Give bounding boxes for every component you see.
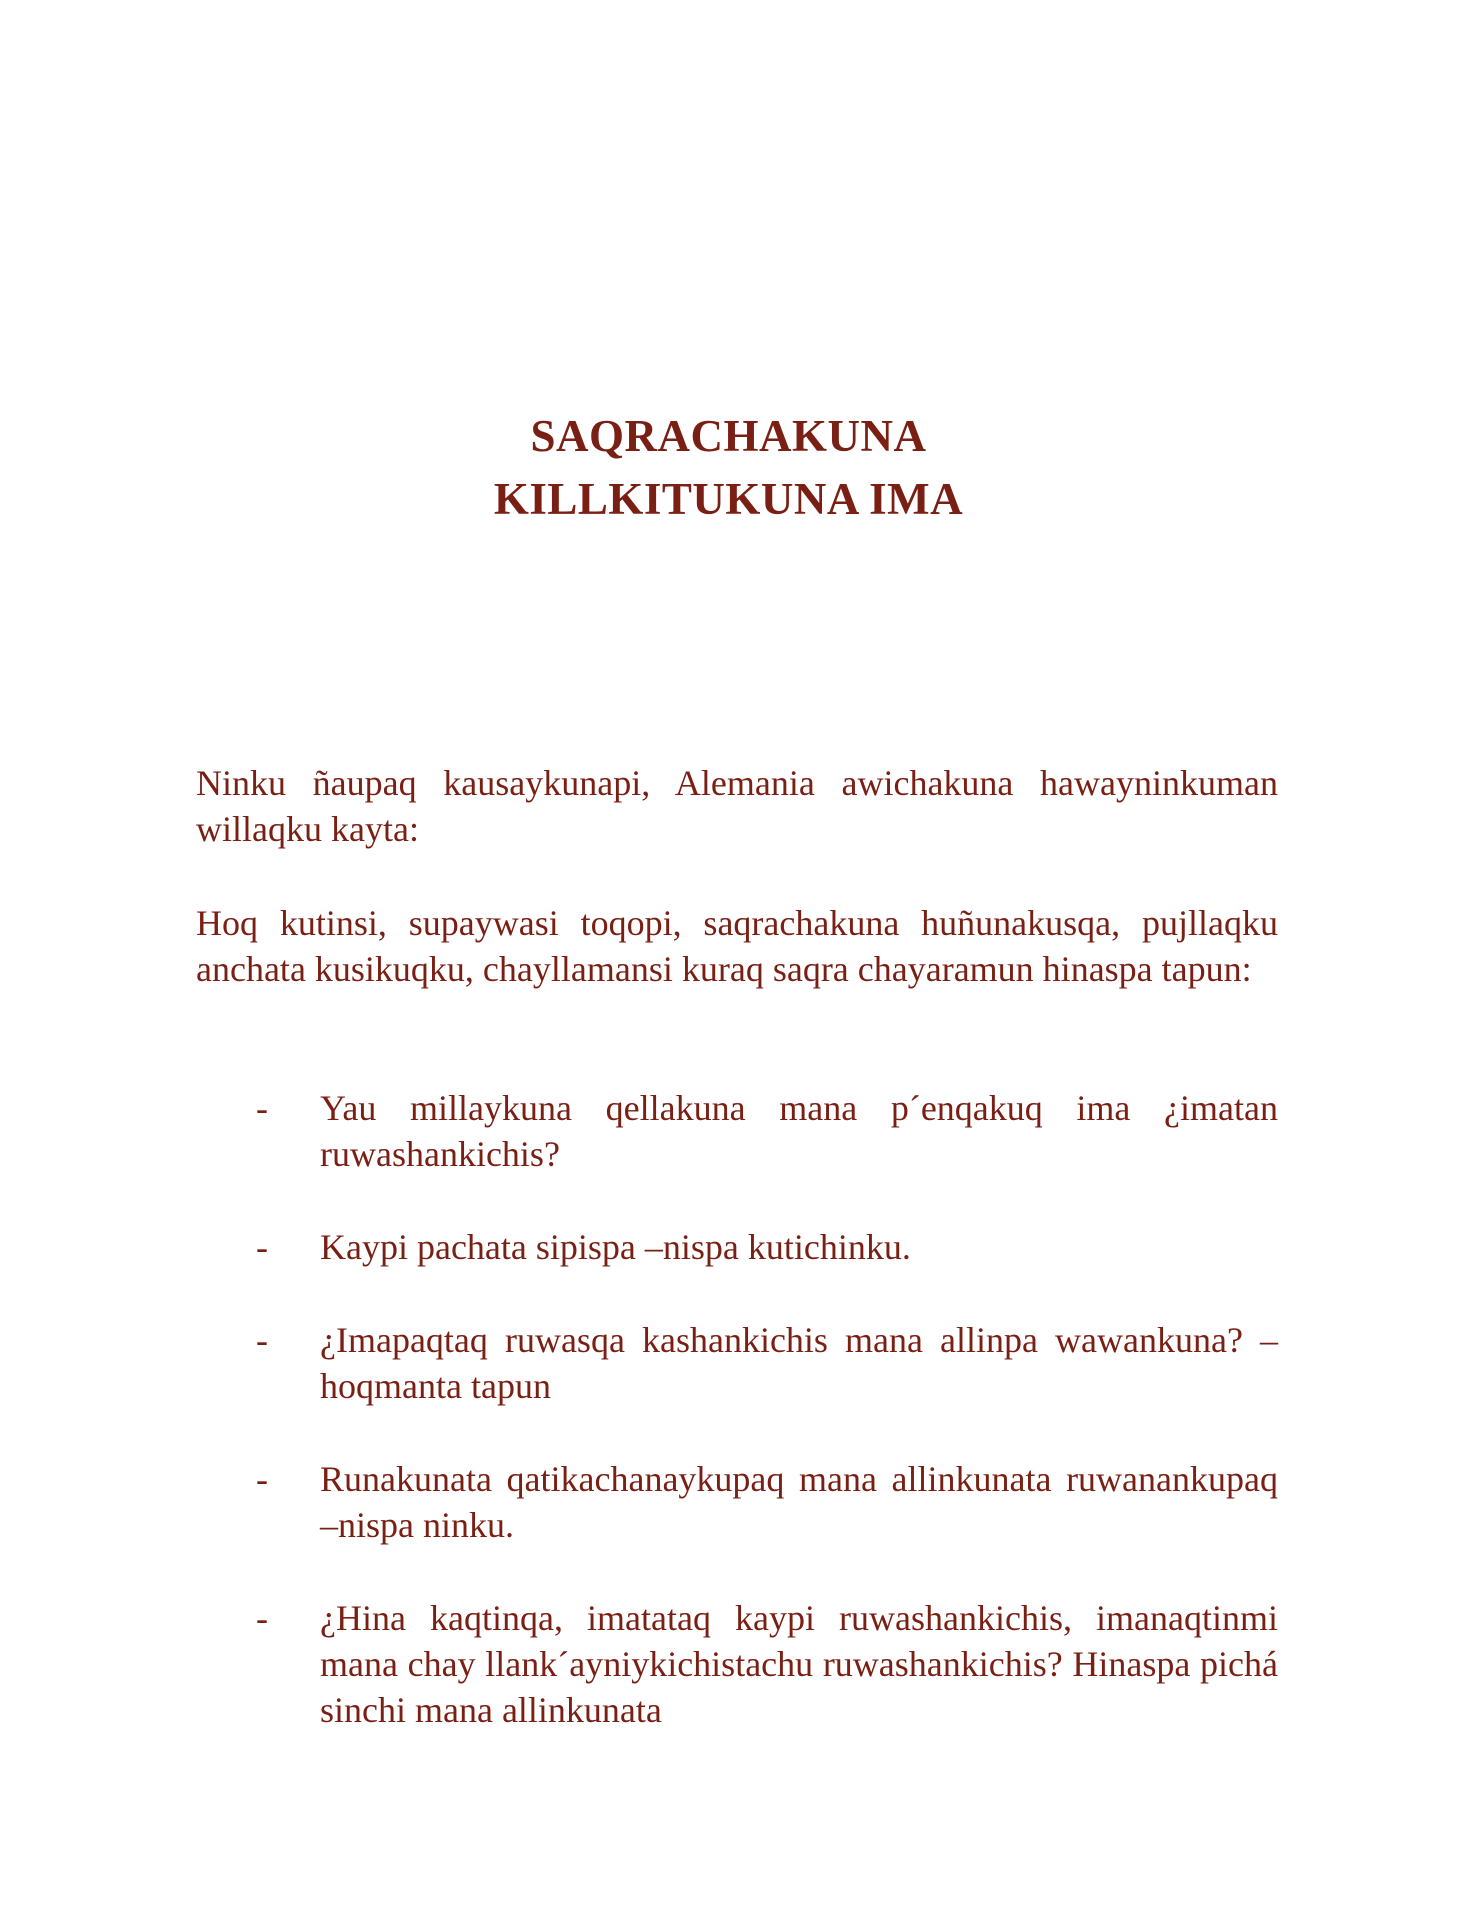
list-item-text: Runakunata qatikachanaykupaq mana allinkunata ruwanankupaq –nispa ninku.: [320, 1459, 1278, 1545]
title-line-1: SAQRACHAKUNA: [530, 411, 927, 461]
list-item-text: ¿Hina kaqtinqa, imatataq kaypi ruwashankichis, imanaqtinmi mana chay llank´ayniykichistachu ruwashankichis? Hinaspa pichá sinchi mana allinkunata: [320, 1598, 1278, 1730]
list-item-text: Kaypi pachata sipispa –nispa kutichinku.: [320, 1227, 911, 1267]
bullet-dash: -: [256, 1598, 268, 1638]
list-item-text: Yau millaykuna qellakuna mana p´enqakuq ima ¿imatan ruwashankichis?: [320, 1088, 1278, 1174]
bullet-dash: -: [256, 1227, 268, 1267]
list-item-text: ¿Imapaqtaq ruwasqa kashankichis mana allinpa wawankuna? –hoqmanta tapun: [320, 1320, 1278, 1406]
list-item: [196, 1085, 1278, 1177]
bullet-dash: -: [256, 1088, 268, 1128]
title-line-2: KILLKITUKUNA IMA: [493, 474, 964, 524]
list-item: [196, 1224, 1278, 1270]
paragraph-intro: Ninku ñaupaq kausaykunapi, Alemania awichakuna hawayninkuman willaqku kayta:: [196, 763, 1278, 849]
list-item: [196, 1595, 1278, 1733]
list-item: [196, 1456, 1278, 1548]
list-item: [196, 1317, 1278, 1409]
page-title: [0, 405, 1457, 531]
bullet-dash: -: [256, 1459, 268, 1499]
paragraph-story: Hoq kutinsi, supaywasi toqopi, saqrachakuna huñunakusqa, pujllaqku anchata kusikuqku, chayllamansi kuraq saqra chayaramun hinaspa tapun:: [196, 903, 1278, 989]
dialogue-list: [196, 1085, 1278, 1780]
bullet-dash: -: [256, 1320, 268, 1360]
